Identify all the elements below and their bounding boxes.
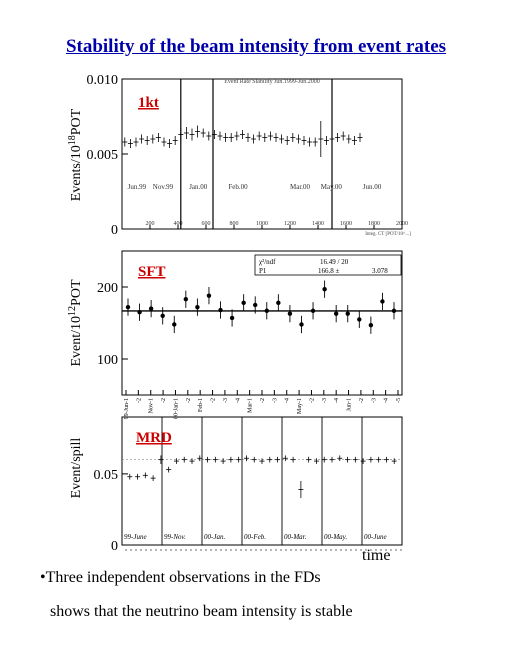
chart3-x-minor-tick: [235, 549, 236, 550]
chart2-ylabel: Event/$10^{12}POT$: [66, 279, 84, 367]
chart2-xtick-label: -2: [210, 398, 217, 403]
chart1-xtick-label: 2000: [396, 221, 408, 227]
chart3-x-minor-tick: [130, 549, 131, 550]
chart2-xtick-label: -5: [396, 398, 402, 403]
chart3-x-minor-tick: [395, 549, 396, 550]
chart3-x-minor-tick: [270, 549, 271, 550]
chart1-xtick-label: 1000: [256, 221, 268, 227]
chart2-stats-row2-value: 166.8 ±: [318, 267, 340, 275]
chart2-label: SFT: [138, 264, 166, 280]
chart3-x-minor-tick: [295, 549, 296, 550]
chart1-xtick-label: 1400: [312, 221, 324, 227]
bullet-line-1: [40, 570, 321, 586]
chart2-stats-row1-value: 16.49 / 20: [320, 258, 349, 266]
chart2-point: [276, 301, 280, 305]
chart3-x-minor-tick: [190, 549, 191, 550]
chart2-xtick-label: -4: [284, 398, 291, 403]
chart3-x-minor-tick: [165, 549, 166, 550]
chart2-xtick-label: -3: [321, 398, 328, 403]
chart2-xtick-label: 00-Jan-1: [173, 398, 180, 419]
chart3-x-minor-tick: [390, 549, 391, 550]
chart3-x-minor-tick: [290, 549, 291, 550]
chart2-xtick-label: -4: [334, 398, 341, 403]
chart2-point: [184, 297, 188, 301]
chart2-point: [369, 323, 373, 327]
chart3-x-minor-tick: [315, 549, 316, 550]
chart2-point: [218, 308, 222, 312]
chart3-x-minor-tick: [125, 549, 126, 550]
chart2-point: [207, 293, 211, 297]
chart2-stats-row1-name: χ²/ndf: [259, 258, 276, 266]
chart2-xtick-label: -2: [358, 398, 365, 403]
chart3-x-minor-tick: [305, 549, 306, 550]
chart3-x-minor-tick: [265, 549, 266, 550]
chart3-x-minor-tick: [340, 549, 341, 550]
chart1-period-label: Jun.00: [362, 183, 382, 191]
chart1-period-label: Feb.00: [228, 183, 248, 191]
chart2-point: [172, 322, 176, 326]
chart2-xtick-label: Nov-1: [148, 398, 155, 414]
chart1-ytick-label: 0.010: [86, 73, 118, 88]
chart1-xtick-label: 1600: [340, 221, 352, 227]
chart3-x-minor-tick: [245, 549, 246, 550]
chart2-xtick-label: -3: [222, 398, 229, 403]
chart3-x-minor-tick: [220, 549, 221, 550]
chart1-period-label: May.00: [320, 183, 342, 191]
chart2-xtick-label: -3: [371, 398, 378, 403]
chart3-x-minor-tick: [175, 549, 176, 550]
chart3-period-label: 00-Feb.: [244, 533, 266, 541]
chart3-x-minor-tick: [280, 549, 281, 550]
chart1-xtick-label: 600: [201, 221, 211, 227]
chart3-x-minor-tick: [215, 549, 216, 550]
chart2-xtick-label: Jun-1: [346, 398, 353, 412]
chart3-x-minor-tick: [210, 549, 211, 550]
chart3-period-label: 00-June: [364, 533, 387, 541]
chart2-point: [137, 310, 141, 314]
chart3-x-minor-tick: [180, 549, 181, 550]
chart1-xlabel: Integ. CT [POT/10^...]: [365, 232, 411, 237]
chart1-period-label: Mar.00: [290, 183, 311, 191]
chart2-point: [334, 311, 338, 315]
bullet-text-1: Three independent observations in the FDs: [45, 569, 321, 586]
chart3-x-minor-tick: [140, 549, 141, 550]
chart2-xtick-label: -2: [309, 398, 316, 403]
chart2-point: [149, 306, 153, 310]
chart2-point: [322, 287, 326, 291]
chart3-x-minor-tick: [200, 549, 201, 550]
chart3-x-minor-tick: [230, 549, 231, 550]
chart1-period-label: Jan.00: [189, 183, 208, 191]
chart3-label: MRD: [136, 430, 172, 446]
chart2-stats-row2-error: 3.078: [372, 267, 388, 275]
chart2-xtick-label: -4: [383, 398, 390, 403]
chart1-ytick-label: 0.005: [86, 148, 118, 163]
chart2-point: [357, 317, 361, 321]
chart3-period-label: 99-June: [124, 533, 147, 541]
chart3-x-minor-tick: [255, 549, 256, 550]
chart2-xtick-label: -4: [235, 398, 242, 403]
chart3-x-minor-tick: [350, 549, 351, 550]
chart2-xtick-label: 99-Jun-1: [124, 398, 130, 420]
chart2-xtick-label: Mar-1: [247, 398, 254, 413]
chart1-xtick-label: 800: [229, 221, 239, 227]
chart2-xtick-label: -2: [185, 398, 192, 403]
chart3-x-minor-tick: [205, 549, 206, 550]
chart2-point: [230, 316, 234, 320]
chart3-x-minor-tick: [275, 549, 276, 550]
chart3-x-minor-tick: [355, 549, 356, 550]
chart1-period-label: Jun.99: [127, 183, 147, 191]
chart3-x-minor-tick: [225, 549, 226, 550]
chart1-xtick-label: 400: [173, 221, 183, 227]
chart2-point: [380, 299, 384, 303]
chart3-x-minor-tick: [195, 549, 196, 550]
chart2-point: [241, 301, 245, 305]
chart3-x-minor-tick: [260, 549, 261, 550]
chart2-point: [126, 305, 130, 309]
chart1-inner-title: Event Rate Stability Jun.1999-Jun.2000: [224, 79, 320, 85]
chart3-x-minor-tick: [285, 549, 286, 550]
chart2-point: [346, 311, 350, 315]
chart2-xtick-label: -3: [272, 398, 279, 403]
chart2-xtick-label: Feb-1: [198, 398, 205, 412]
chart3-x-minor-tick: [325, 549, 326, 550]
chart2-point: [195, 305, 199, 309]
chart2-point: [299, 322, 303, 326]
chart2-xtick-label: -2: [136, 398, 143, 403]
chart2-ytick-label: 100: [97, 353, 118, 368]
chart2-stats-row2-name: P1: [259, 267, 267, 275]
chart3-x-minor-tick: [145, 549, 146, 550]
chart3-x-minor-tick: [300, 549, 301, 550]
chart1-label: 1kt: [138, 95, 159, 111]
chart2-point: [160, 314, 164, 318]
bullet-line-2: shows that the neutrino beam intensity is stable: [50, 603, 353, 620]
chart2-point: [265, 309, 269, 313]
chart2-point: [288, 311, 292, 315]
chart2-point: [253, 303, 257, 307]
chart2-xtick-label: May-1: [297, 398, 304, 414]
chart3-x-minor-tick: [250, 549, 251, 550]
chart3-x-minor-tick: [150, 549, 151, 550]
chart1-ytick-label: 0: [111, 223, 118, 238]
chart2-point: [392, 309, 396, 313]
chart2-ytick-label: 200: [97, 281, 118, 296]
chart2-point: [311, 309, 315, 313]
time-axis-label: time: [362, 547, 391, 564]
chart3-period-label: 00-Jan.: [204, 533, 226, 541]
chart3-x-minor-tick: [155, 549, 156, 550]
chart3-x-minor-tick: [310, 549, 311, 550]
chart1-frame: [122, 79, 402, 229]
chart3-ylabel: Event/spill: [69, 437, 84, 499]
chart3-period-label: 99-Nov.: [164, 533, 186, 541]
chart3-x-minor-tick: [170, 549, 171, 550]
chart1-period-label: Nov.99: [152, 183, 174, 191]
chart1-ylabel: Events/$10^{18}POT$: [66, 108, 84, 202]
chart3-x-minor-tick: [320, 549, 321, 550]
chart3-ytick-label: 0.05: [93, 467, 118, 483]
chart3-period-label: 00-May.: [324, 533, 348, 541]
chart3-x-minor-tick: [135, 549, 136, 550]
chart3-period-label: 00-Mar.: [284, 533, 307, 541]
chart3-x-minor-tick: [330, 549, 331, 550]
chart3-x-minor-tick: [400, 549, 401, 550]
chart3-x-minor-tick: [185, 549, 186, 550]
chart2-xtick-label: -2: [260, 398, 266, 403]
chart3-ytick-label: 0: [111, 539, 118, 554]
chart3-x-minor-tick: [335, 549, 336, 550]
chart3-x-minor-tick: [160, 549, 161, 550]
chart1-xtick-label: 200: [145, 221, 155, 227]
chart3-x-minor-tick: [240, 549, 241, 550]
page-title: Stability of the beam intensity from event rates: [65, 36, 447, 57]
chart2-xtick-label: -2: [161, 398, 168, 403]
chart1-xtick-label: 1200: [284, 221, 296, 227]
chart3-x-minor-tick: [345, 549, 346, 550]
chart1-xtick-label: 1800: [368, 221, 380, 227]
bullet-symbol: •: [40, 569, 46, 586]
